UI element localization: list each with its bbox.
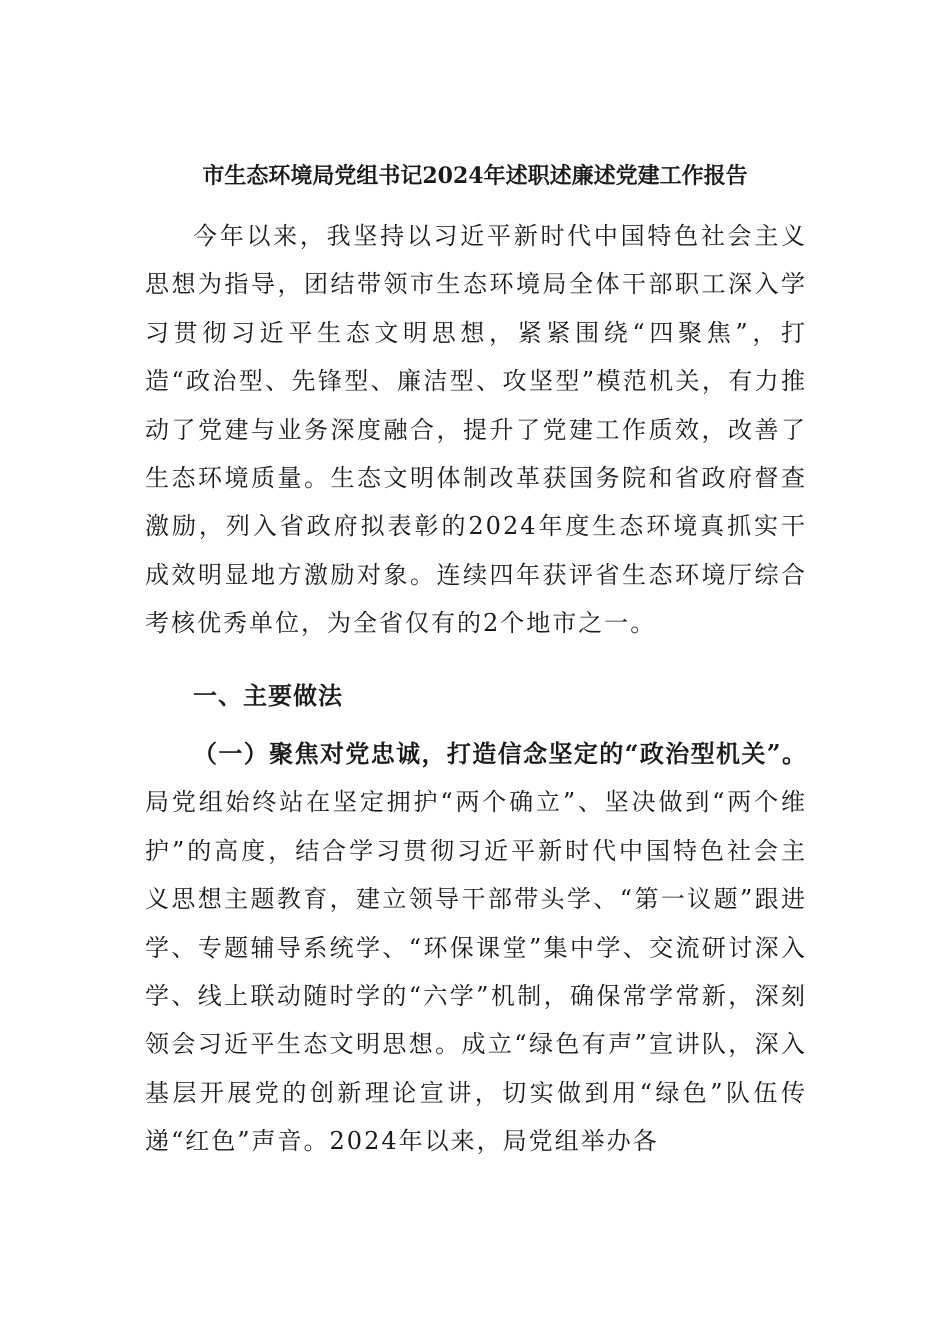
section-heading: 一、主要做法 [193, 681, 343, 710]
subsection-paragraph [145, 730, 807, 1166]
subsection-lead: （一）聚焦对党忠诚，打造信念坚定的“政治型机关”。 [193, 739, 807, 768]
subsection-body: 局党组始终站在坚定拥护“两个确立”、坚决做到“两个维护”的高度，结合学习贯彻习近平新时代中国特色社会主义思想主题教育，建立领导干部带头学、“第一议题”跟进学、专题辅导系统学、“环保课堂”集中学、交流研讨深入学、线上联动随时学的“六学”机制，确保常学常新，深刻领会习近平生态文明思想。成立“绿色有声”宣讲队，深入基层开展党的创新理论宣讲，切实做到用“绿色”队伍传递“红色”声音。2024年以来，局党组举办各 [145, 788, 807, 1156]
document-title: 市生态环境局党组书记2024年述职述廉述党建工作报告 [202, 163, 748, 189]
intro-paragraph: 今年以来，我坚持以习近平新时代中国特色社会主义思想为指导，团结带领市生态环境局全体干部职工深入学习贯彻习近平生态文明思想，紧紧围绕“四聚焦”，打造“政治型、先锋型、廉洁型、攻坚型”模范机关，有力推动了党建与业务深度融合，提升了党建工作质效，改善了生态环境质量。生态文明体制改革获国务院和省政府督查激励，列入省政府拟表彰的2024年度生态环境真抓实干成效明显地方激励对象。连续四年获评省生态环境厅综合考核优秀单位，为全省仅有的2个地市之一。 [145, 222, 807, 638]
